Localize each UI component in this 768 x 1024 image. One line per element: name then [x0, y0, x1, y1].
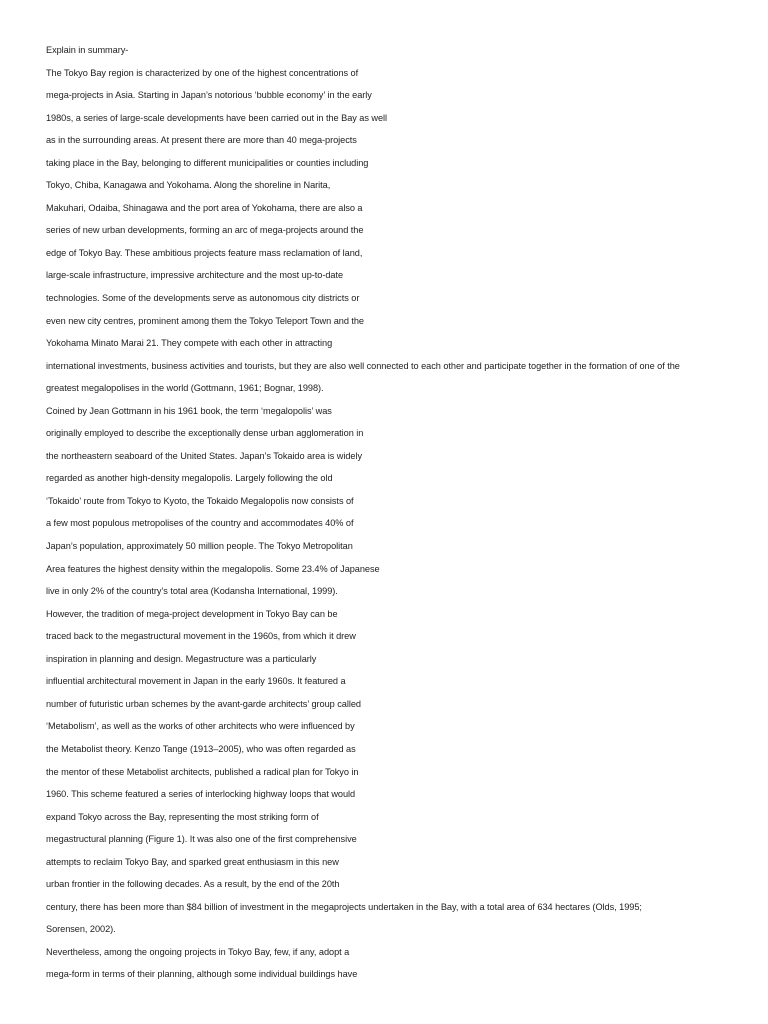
document-text-line: number of futuristic urban schemes by the avant-garde architects’ group called: [46, 698, 361, 709]
document-text-line: live in only 2% of the country’s total area (Kodansha International, 1999).: [46, 586, 338, 597]
document-text-line: the mentor of these Metabolist architects, published a radical plan for Tokyo in: [46, 766, 359, 777]
document-text-line: century, there has been more than $84 billion of investment in the megaprojects undertaken in the Bay, with a total area of 634 hectares (Olds, 1995;: [46, 901, 642, 912]
document-prompt-line: Explain in summary-: [46, 45, 129, 55]
document-text-line: influential architectural movement in Japan in the early 1960s. It featured a: [46, 676, 346, 687]
document-text-line: even new city centres, prominent among them the Tokyo Teleport Town and the: [46, 315, 364, 326]
document-text-line: Nevertheless, among the ongoing projects in Tokyo Bay, few, if any, adopt a: [46, 946, 350, 957]
document-text-line: expand Tokyo across the Bay, representing the most striking form of: [46, 811, 319, 822]
document-text-line: as in the surrounding areas. At present there are more than 40 mega-projects: [46, 135, 357, 146]
document-text-line: greatest megalopolises in the world (Gottmann, 1961; Bognar, 1998).: [46, 383, 324, 394]
document-text-line: megastructural planning (Figure 1). It was also one of the first comprehensive: [46, 834, 357, 845]
document-body: [46, 39, 746, 986]
document-text-line: international investments, business activities and tourists, but they are also well connected to each other and participate together in the formation of one of the: [46, 360, 680, 371]
document-text-line: Tokyo, Chiba, Kanagawa and Yokohama. Along the shoreline in Narita,: [46, 180, 331, 191]
document-text-line: Sorensen, 2002).: [46, 924, 116, 935]
document-text-line: Japan’s population, approximately 50 million people. The Tokyo Metropolitan: [46, 541, 353, 552]
document-text-line: taking place in the Bay, belonging to different municipalities or counties including: [46, 157, 369, 168]
document-text-line: However, the tradition of mega-project development in Tokyo Bay can be: [46, 608, 338, 619]
document-text-line: attempts to reclaim Tokyo Bay, and sparked great enthusiasm in this new: [46, 856, 339, 867]
document-text-line: urban frontier in the following decades. As a result, by the end of the 20th: [46, 879, 340, 890]
document-text-line: 1960. This scheme featured a series of interlocking highway loops that would: [46, 789, 356, 800]
document-text-line: mega-projects in Asia. Starting in Japan’s notorious ‘bubble economy’ in the early: [46, 90, 372, 101]
document-text-line: edge of Tokyo Bay. These ambitious projects feature mass reclamation of land,: [46, 247, 363, 258]
document-text-line: ‘Metabolism’, as well as the works of other architects who were influenced by: [46, 721, 355, 732]
document-text-line: large-scale infrastructure, impressive architecture and the most up-to-date: [46, 270, 344, 281]
document-text-line: regarded as another high-density megalopolis. Largely following the old: [46, 473, 333, 484]
document-text-line: Area features the highest density within the megalopolis. Some 23.4% of Japanese: [46, 563, 380, 574]
document-text-line: mega-form in terms of their planning, although some individual buildings have: [46, 969, 358, 980]
document-text-line: Yokohama Minato Marai 21. They compete with each other in attracting: [46, 338, 333, 349]
document-text-line: technologies. Some of the developments serve as autonomous city districts or: [46, 293, 360, 304]
document-text-line: Makuhari, Odaiba, Shinagawa and the port area of Yokohama, there are also a: [46, 202, 363, 213]
document-text-line: Coined by Jean Gottmann in his 1961 book, the term ‘megalopolis’ was: [46, 405, 332, 416]
document-text-line: the northeastern seaboard of the United States. Japan’s Tokaido area is widely: [46, 450, 362, 461]
document-text-line: a few most populous metropolises of the country and accommodates 40% of: [46, 518, 354, 529]
document-text-line: The Tokyo Bay region is characterized by one of the highest concentrations of: [46, 67, 359, 78]
document-text-line: the Metabolist theory. Kenzo Tange (1913–2005), who was often regarded as: [46, 743, 356, 754]
document-text-line: inspiration in planning and design. Megastructure was a particularly: [46, 653, 317, 664]
document-text-line: traced back to the megastructural movement in the 1960s, from which it drew: [46, 631, 356, 642]
document-text-line: 1980s, a series of large-scale developments have been carried out in the Bay as well: [46, 112, 388, 123]
document-text-line: series of new urban developments, forming an arc of mega-projects around the: [46, 225, 364, 236]
document-text-line: ‘Tokaido’ route from Tokyo to Kyoto, the Tokaido Megalopolis now consists of: [46, 495, 354, 506]
document-text-line: originally employed to describe the exceptionally dense urban agglomeration in: [46, 428, 364, 439]
